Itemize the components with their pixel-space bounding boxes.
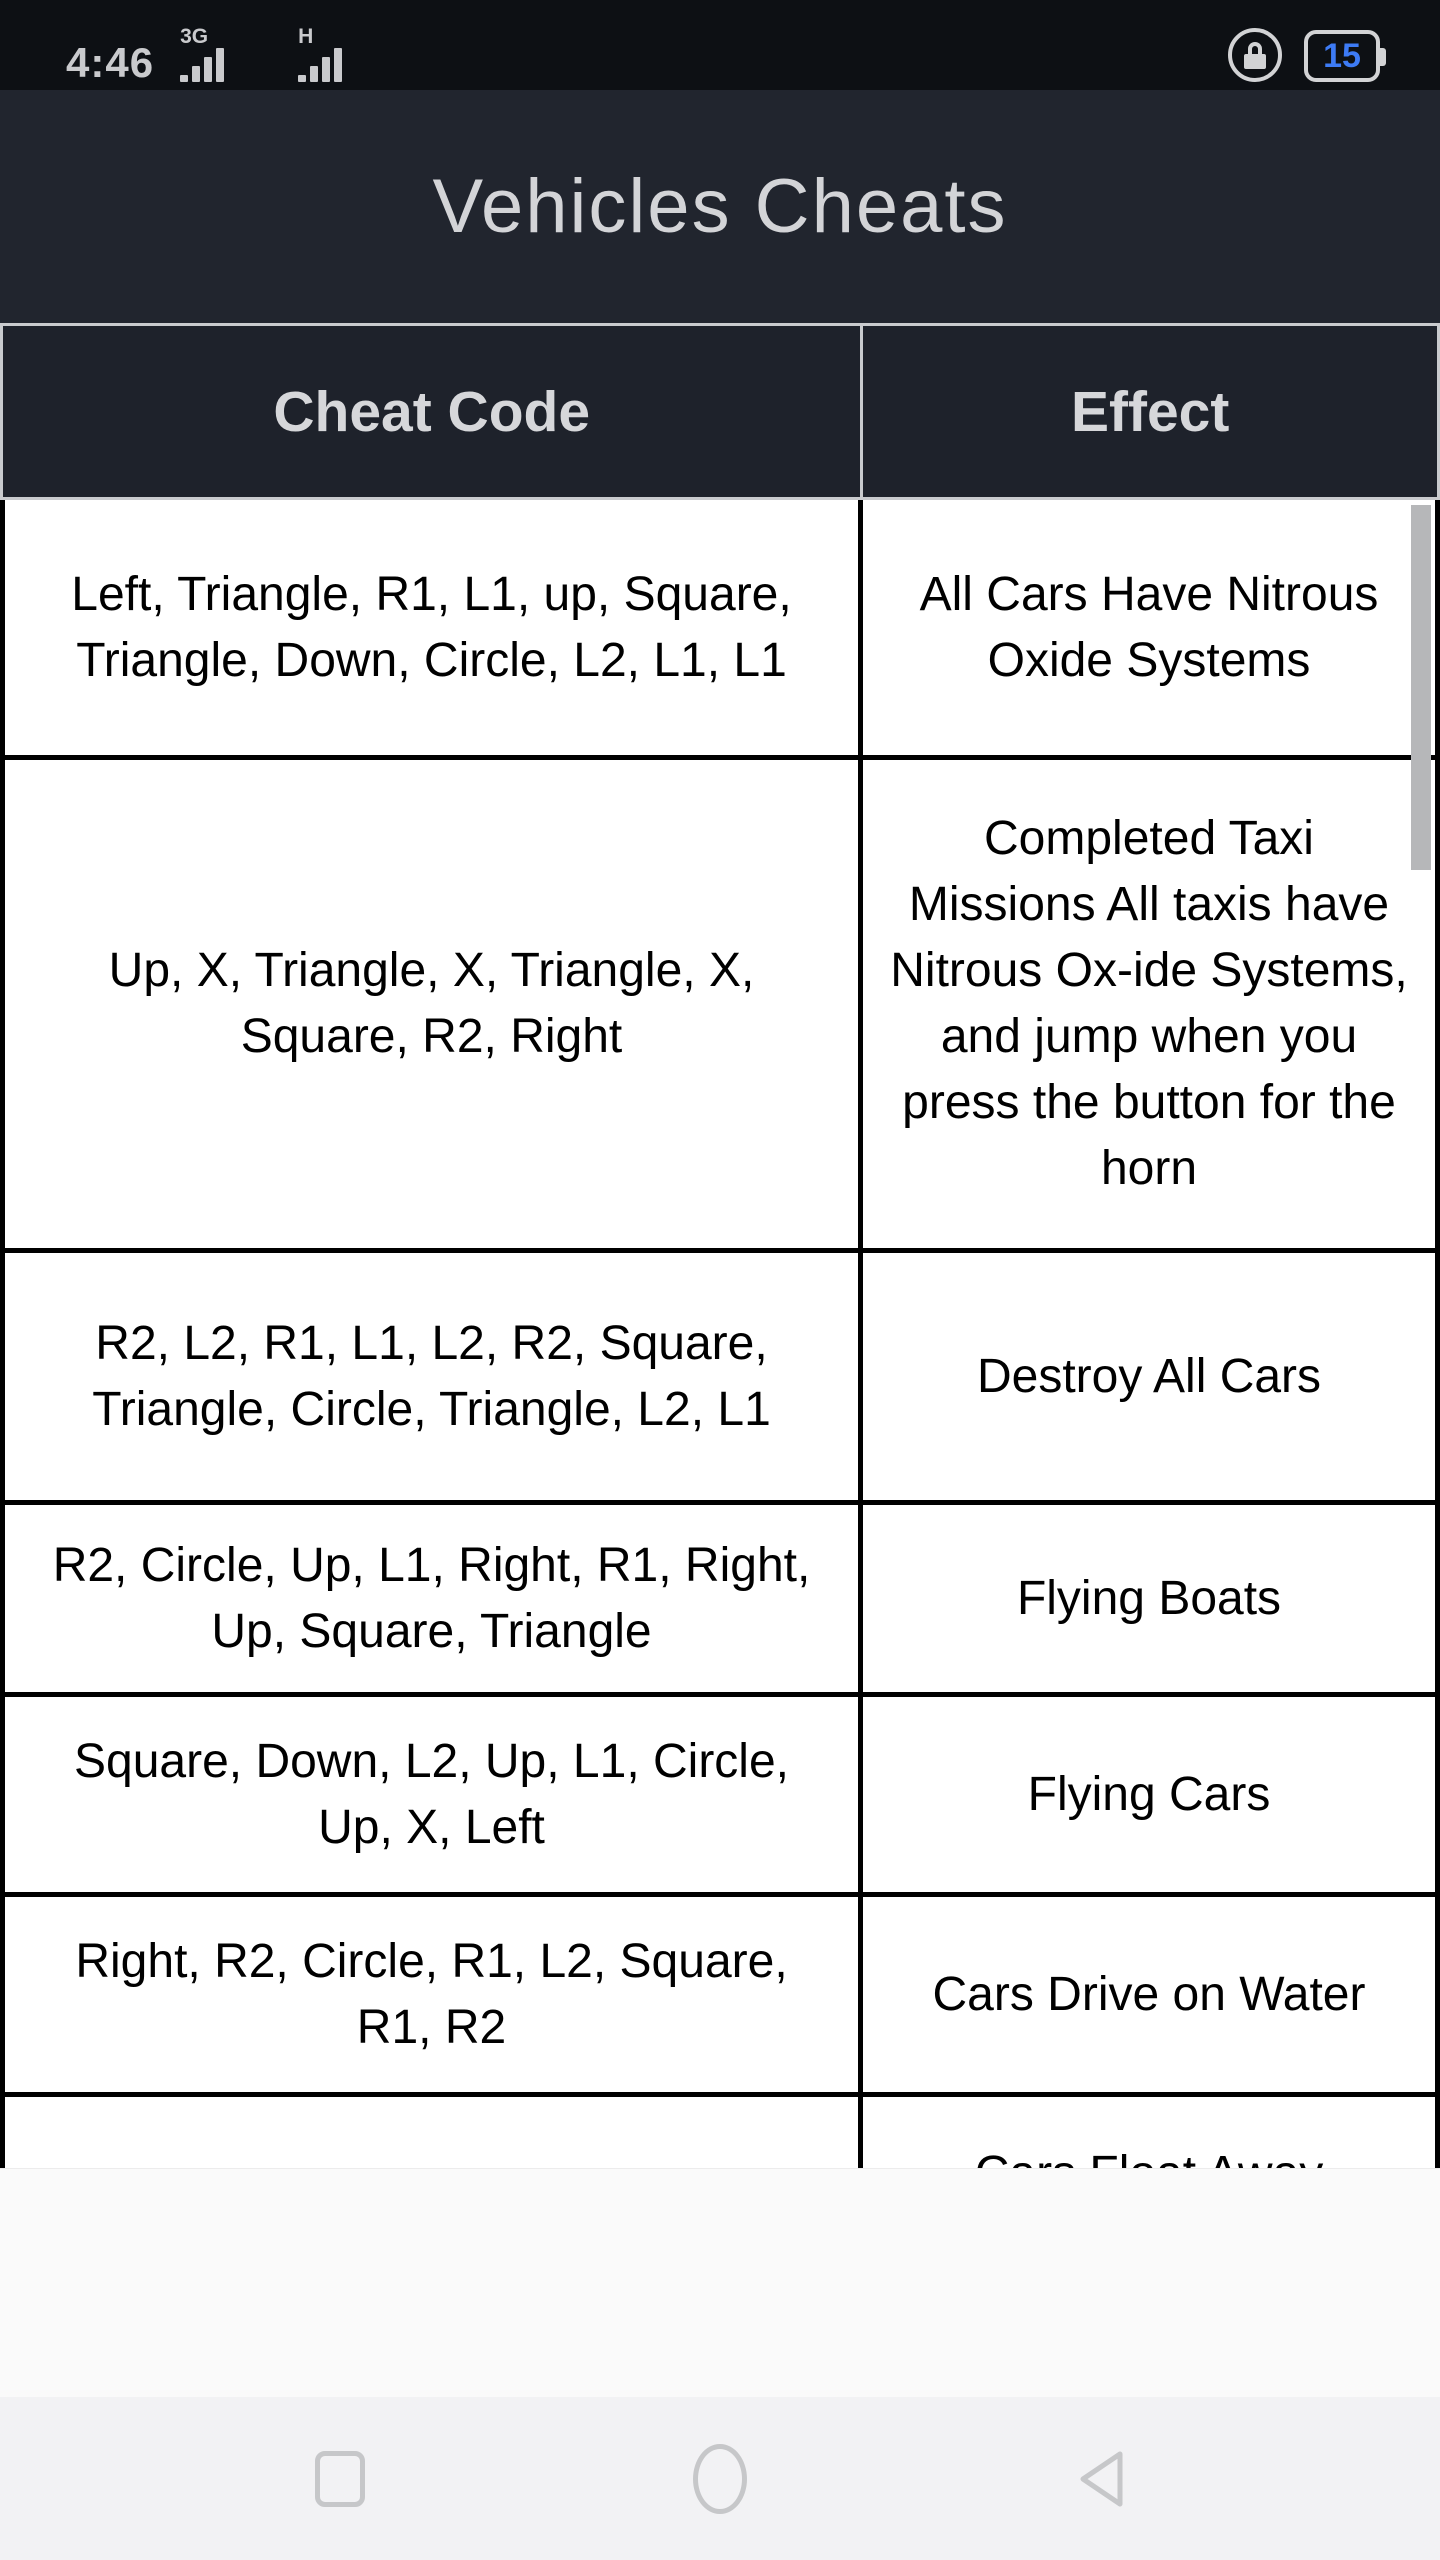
- table-row: [5, 500, 1435, 755]
- signal-bars-icon: [180, 48, 224, 82]
- effect-cell: Cars Drive on Water: [932, 1967, 1366, 2021]
- effect-cell: Flying Boats: [1016, 1571, 1282, 1625]
- effect-cell: All Cars Have Nitrous Oxide Systems: [919, 567, 1379, 687]
- signal-bars-icon: [298, 48, 342, 82]
- back-triangle-icon: [1074, 2447, 1126, 2511]
- table-row: [5, 1248, 1435, 1500]
- network-type-label: 3G: [180, 25, 209, 48]
- table-row: [5, 1500, 1435, 1692]
- column-header-effect: Effect: [1071, 379, 1230, 444]
- cheat-code-cell: R2, L2, R1, L1, L2, R2, Square, Triangle, Circle, Triangle, L2, L1: [5, 1253, 863, 1500]
- table-row: [5, 1892, 1435, 2092]
- home-circle-icon: [693, 2444, 747, 2514]
- home-button[interactable]: [680, 2434, 760, 2524]
- page-title: Vehicles Cheats: [432, 164, 1008, 249]
- android-nav-bar: [0, 2397, 1440, 2560]
- status-bar: [0, 0, 1440, 90]
- clock: 4:46: [66, 39, 155, 86]
- recents-square-icon: [315, 2451, 365, 2507]
- signal-3g-icon: [180, 26, 272, 84]
- battery-icon: [1304, 30, 1380, 82]
- recents-button[interactable]: [300, 2434, 380, 2524]
- table-row: [5, 755, 1435, 1248]
- rotation-lock-icon: [1228, 28, 1282, 82]
- column-header-cheat-code: Cheat Code: [3, 326, 863, 497]
- effect-cell: Completed Taxi Missions All taxis have Nitrous Ox-ide Systems, and jump when you press the button for the horn: [890, 812, 1408, 1195]
- back-button[interactable]: [1060, 2434, 1140, 2524]
- network-type-label: H: [298, 25, 314, 48]
- scrollbar-thumb[interactable]: [1411, 505, 1431, 870]
- cheat-code-cell: Up, X, Triangle, X, Triangle, X, Square, R2, Right: [5, 760, 863, 1248]
- ad-placeholder: [0, 2168, 1440, 2397]
- table-header-row: [0, 323, 1440, 500]
- app-header: [0, 90, 1440, 323]
- cheat-code-cell: Right, R2, Circle, R1, L2, Square, R1, R2: [5, 1897, 863, 2092]
- battery-level: 15: [1323, 37, 1361, 75]
- cheat-code-cell: R2, Circle, Up, L1, Right, R1, Right, Up, Square, Triangle: [5, 1505, 863, 1692]
- signal-h-icon: [298, 26, 390, 84]
- cheat-code-cell: Left, Triangle, R1, L1, up, Square, Triangle, Down, Circle, L2, L1, L1: [5, 500, 863, 755]
- table-row: [5, 1692, 1435, 1892]
- effect-cell: Flying Cars: [1027, 1767, 1271, 1821]
- cheat-code-cell: Square, Down, L2, Up, L1, Circle, Up, X, Left: [5, 1697, 863, 1892]
- effect-cell: Destroy All Cars: [976, 1349, 1322, 1403]
